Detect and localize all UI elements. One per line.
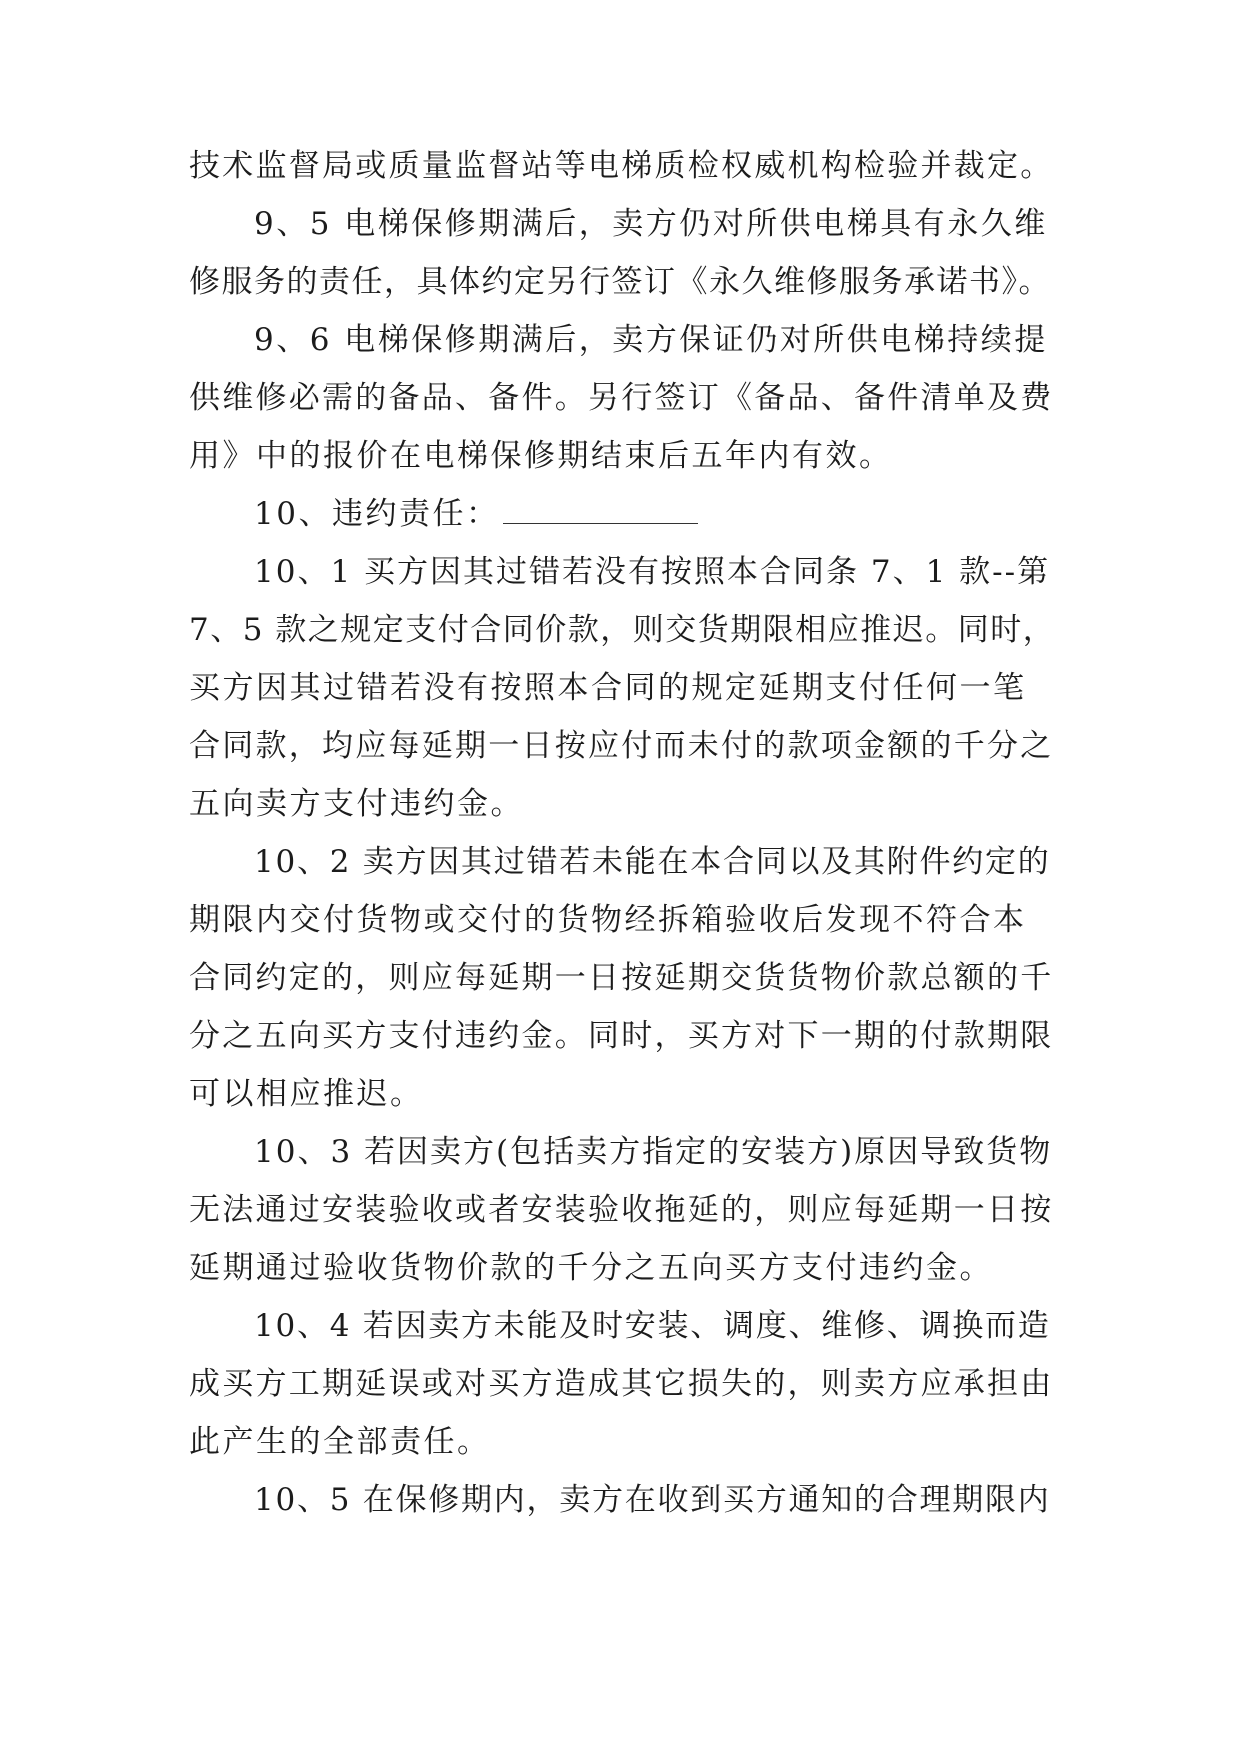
text-line: 延期通过验收货物价款的千分之五向买方支付违约金。 xyxy=(189,1250,993,1286)
text-line: 此产生的全部责任。 xyxy=(189,1424,491,1460)
text-line: 用》中的报价在电梯保修期结束后五年内有效。 xyxy=(189,438,893,474)
text-line: 可以相应推迟。 xyxy=(189,1076,424,1112)
text-line: 期限内交付货物或交付的货物经拆箱验收后发现不符合本 xyxy=(189,902,1027,938)
text-line: 10、2 卖方因其过错若未能在本合同以及其附件约定的 xyxy=(254,844,1051,880)
text-line: 10、3 若因卖方(包括卖方指定的安装方)原因导致货物 xyxy=(254,1134,1053,1170)
text-line: 7、5 款之规定支付合同价款，则交货期限相应推迟。同时， xyxy=(189,612,1056,648)
text-line: 10、4 若因卖方未能及时安装、调度、维修、调换而造 xyxy=(254,1308,1051,1344)
text-line: 供维修必需的备品、备件。另行签订《备品、备件清单及费 xyxy=(189,380,1054,416)
text-line: 9、5 电梯保修期满后，卖方仍对所供电梯具有永久维 xyxy=(254,206,1048,242)
section-heading-line xyxy=(254,494,698,534)
blank-underline xyxy=(503,495,698,524)
text-line: 买方因其过错若没有按照本合同的规定延期支付任何一笔 xyxy=(189,670,1027,706)
text-line: 技术监督局或质量监督站等电梯质检权威机构检验并裁定。 xyxy=(189,148,1054,184)
section-heading: 10、违约责任： xyxy=(254,496,500,532)
text-line: 五向卖方支付违约金。 xyxy=(189,786,524,822)
text-line: 10、5 在保修期内，卖方在收到买方通知的合理期限内 xyxy=(254,1482,1051,1518)
text-line: 9、6 电梯保修期满后，卖方保证仍对所供电梯持续提 xyxy=(254,322,1048,358)
text-line: 成买方工期延误或对买方造成其它损失的，则卖方应承担由 xyxy=(189,1366,1054,1402)
text-line: 合同约定的，则应每延期一日按延期交货货物价款总额的千 xyxy=(189,960,1054,996)
text-line: 10、1 买方因其过错若没有按照本合同条 7、1 款--第 xyxy=(254,554,1051,590)
text-line: 合同款，均应每延期一日按应付而未付的款项金额的千分之 xyxy=(189,728,1054,764)
text-line: 无法通过安装验收或者安装验收拖延的，则应每延期一日按 xyxy=(189,1192,1054,1228)
text-line: 分之五向买方支付违约金。同时，买方对下一期的付款期限 xyxy=(189,1018,1054,1054)
text-line: 修服务的责任，具体约定另行签订《永久维修服务承诺书》。 xyxy=(189,264,1051,300)
